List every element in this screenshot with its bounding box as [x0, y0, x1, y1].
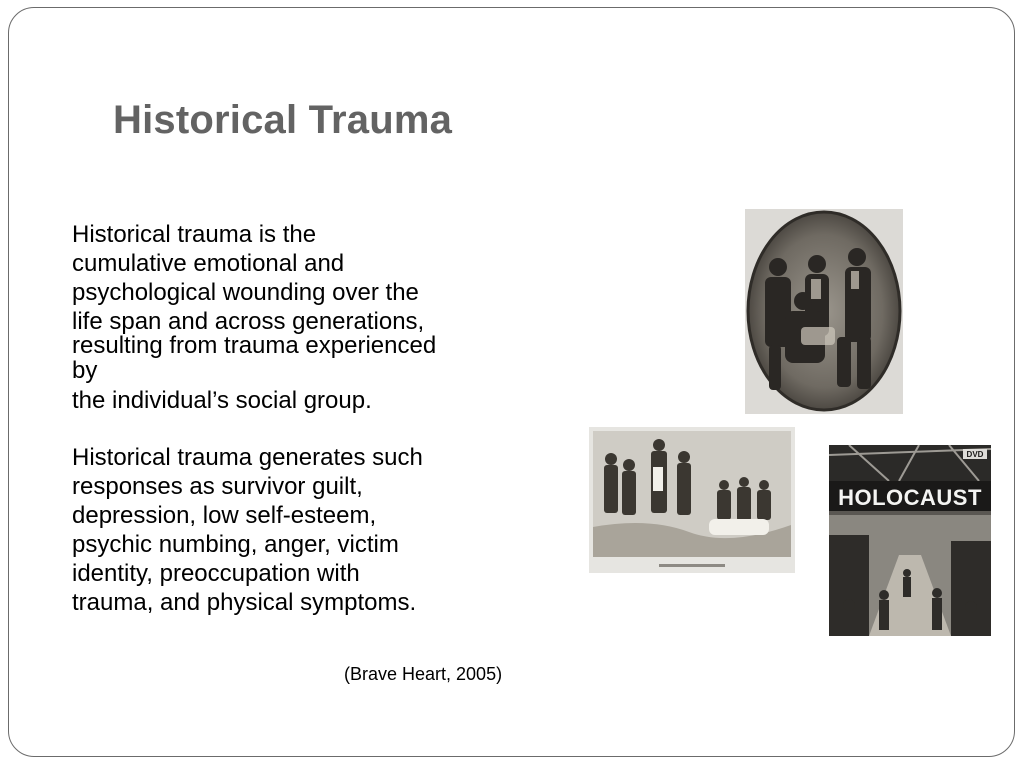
- definition-line: life span and across generations,: [72, 308, 425, 335]
- citation: (Brave Heart, 2005): [344, 664, 503, 684]
- holocaust-dvd-cover-image: [829, 445, 991, 636]
- effects-paragraph: [72, 443, 423, 617]
- effects-line: psychic numbing, anger, victim: [72, 531, 399, 558]
- definition-line: by: [72, 357, 98, 384]
- vintage-group-portrait-photo: [745, 209, 903, 414]
- slide-title: Historical Trauma: [113, 98, 453, 142]
- holocaust-banner-text: HOLOCAUST: [838, 485, 982, 510]
- definition-paragraph: [72, 220, 436, 415]
- effects-line: trauma, and physical symptoms.: [72, 589, 417, 616]
- dvd-label: DVD: [966, 450, 984, 459]
- definition-line: psychological wounding over the: [72, 279, 419, 306]
- definition-line: resulting from trauma experienced: [72, 332, 437, 359]
- definition-line: Historical trauma is the: [72, 221, 317, 248]
- historical-engraving-image: [589, 427, 795, 573]
- effects-line: identity, preoccupation with: [72, 560, 360, 587]
- effects-line: depression, low self-esteem,: [72, 502, 377, 529]
- definition-line: cumulative emotional and: [72, 250, 345, 277]
- effects-line: Historical trauma generates such: [72, 444, 423, 471]
- definition-line: the individual’s social group.: [72, 387, 372, 414]
- effects-line: responses as survivor guilt,: [72, 473, 363, 500]
